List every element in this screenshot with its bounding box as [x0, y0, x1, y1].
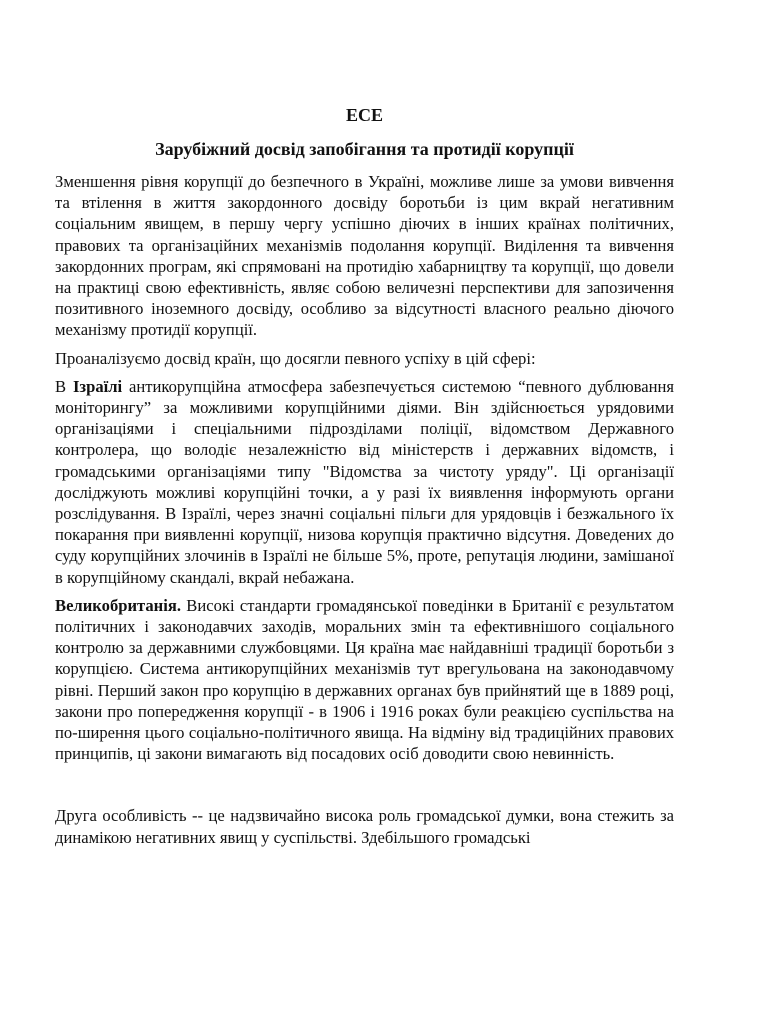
paragraph-text: Зменшення рівня корупції до безпечного в Україні, можливе лише за умови вивчення та втілення в життя закордонного досвіду боротьби із цим вкрай негативним соціальним явищем, в першу чергу успішно діючих в інших країнах політичних, правових та організаційних механізмів подолання корупції. Виділення та вивчення закордонних програм, які спрямовані на протидію хабарництву та корупції, що довели на практиці свою ефективність, являє собою величезні перспективи для запозичення позитивного іноземного досвіду, особливо за відсутності власного реально діючого механізму протидії корупції.: [55, 172, 674, 340]
paragraph-britain: [55, 595, 674, 765]
country-heading-israel: Ізраїлі: [72, 376, 123, 396]
essay-title: ЕСЕ: [345, 105, 383, 125]
paragraph-second-feature: [55, 805, 674, 847]
country-heading-britain: Великобританія.: [55, 595, 181, 615]
document-page: [55, 103, 674, 855]
paragraph-analysis: [55, 348, 674, 369]
paragraph-text: Друга особливість -- це надзвичайно висока роль громадської думки, вона стежить за динамікою негативних явищ у суспільстві. Здебільшого громадські: [55, 806, 674, 847]
paragraph-intro: [55, 171, 674, 341]
paragraph-text: Високі стандарти громадянської поведінки в Британії є результатом політичних і законодавчих заходів, моральних змін та ефективнішого соціального контролю за державними службовцями. Ця країна має найдавніші традиції боротьби з корупцією. Система антикорупційних механізмів тут врегульована на законодавчому рівні. Перший закон про корупцію в державних органах був прийнятий ще в 1889 році, закони про попередження корупції - в 1906 і 1916 роках були реакцією суспільства на по-ширення цього соціально-політичного явища. На відміну від традиційних правових принципів, ці закони вимагають від посадових осіб доводити свою невинність.: [55, 595, 674, 764]
paragraph-text: Проаналізуємо досвід країн, що досягли певного успіху в цій сфері:: [55, 348, 536, 368]
essay-subtitle: Зарубіжний досвід запобігання та протидії корупції: [155, 139, 574, 159]
paragraph-israel: [55, 376, 674, 588]
paragraph-prefix: В: [55, 376, 73, 396]
paragraph-text: антикорупційна атмосфера забезпечується системою “певного дублювання моніторингу” за можливими корупційними діями. Він здійснюється урядовими організаціями і спеціальними підрозділами поліції, відомством Державного контролера, що володіє незалежністю від міністерств і державних відомств, і громадськими організаціями типу "Відомства за чистоту уряду". Ці організації досліджують можливі корупційні точки, а у разі їх виявлення інформують органи розслідування. В Ізраїлі, через значні соціальні пільги для урядовців і безжального їх покарання при виявленні корупції, низова корупція практично відсутня. Доведених до суду корупційних злочинів в Ізраїлі не більше 5%, проте, репутація людини, замішаної в корупційному скандалі, вкрай небажана.: [55, 376, 675, 587]
